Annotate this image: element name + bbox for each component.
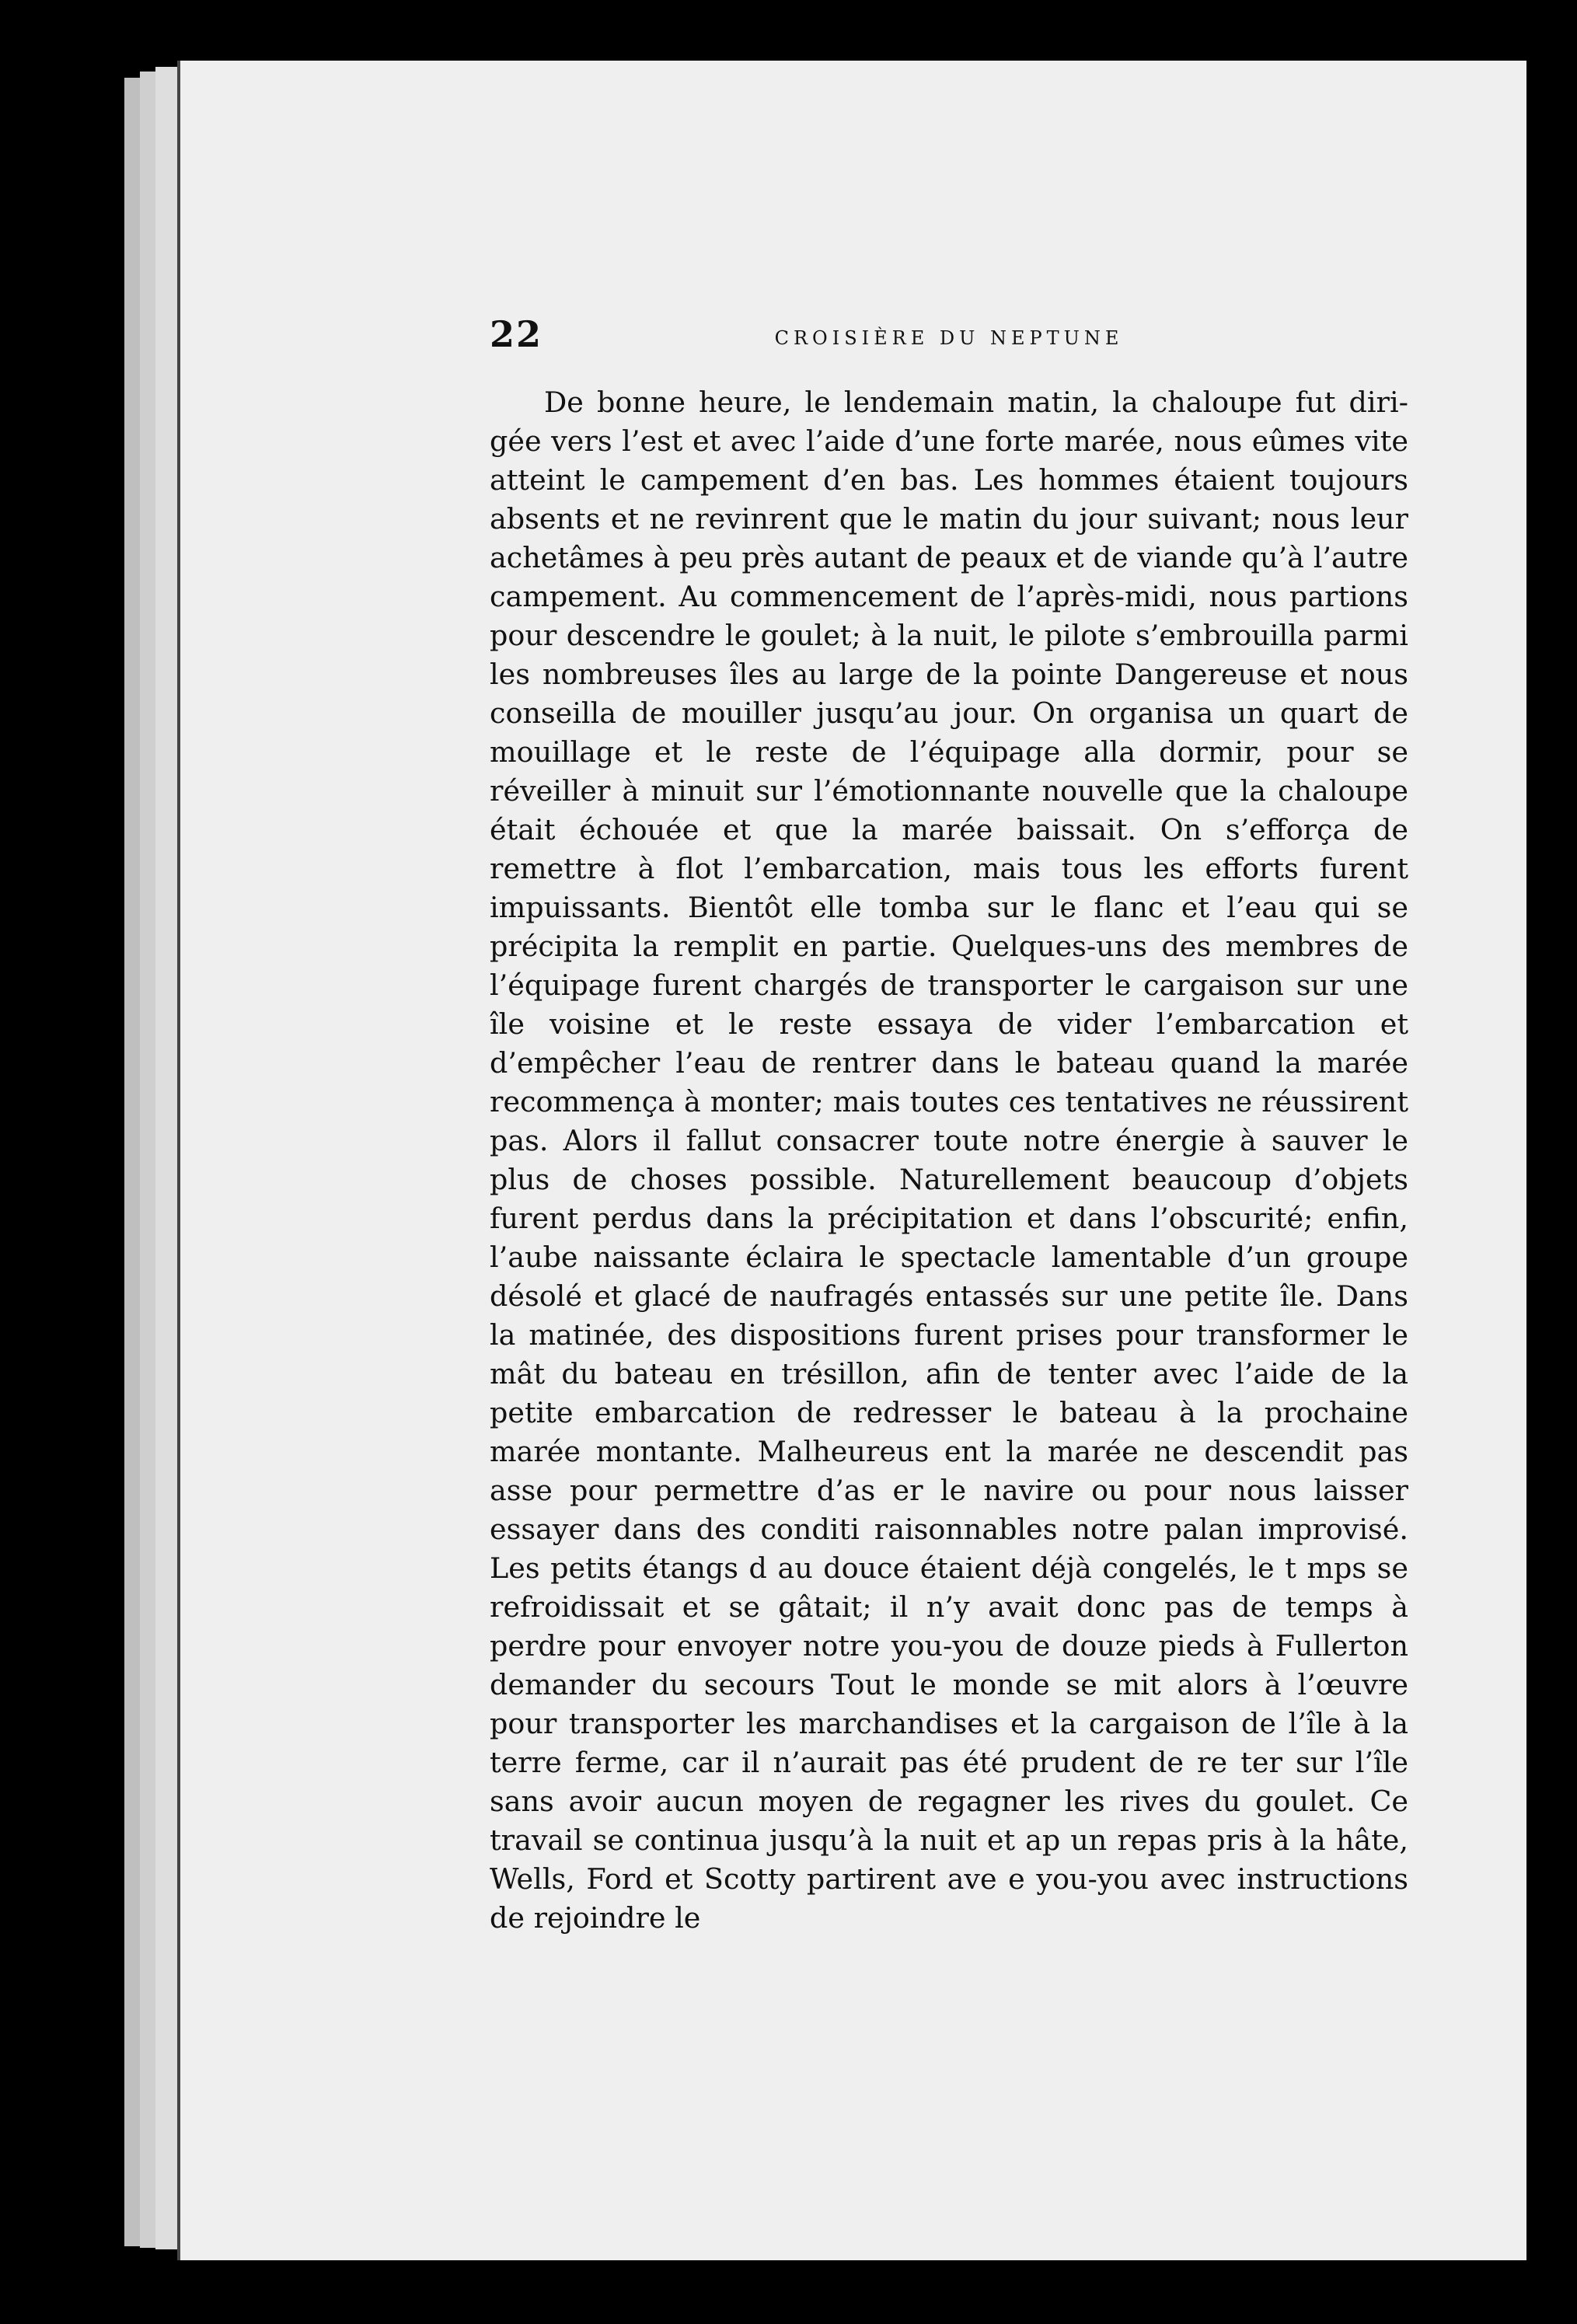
page-number: 22 [490, 313, 543, 355]
book-page [180, 61, 1526, 2260]
body-paragraph: De bonne heure, le lendemain matin, la chaloupe fut dirigée vers l’est et avec l’aide d’une forte marée, nous eûmes vite atteint le campement d’en bas. Les hommes étaient toujours absents et ne revinrent que le matin du jour suivant; nous leur achetâmes à peu près autant de peaux et de viande qu’à l’autre campement. Au commencement de l’après-midi, nous partions pour descendre le goulet; à la nuit, le pilote s’embrouilla parmi les nombreuses îles au large de la pointe Dangereuse et nous conseilla de mouiller jusqu’au jour. On organisa un quart de mouillage et le reste de l’équipage alla dormir, pour se réveiller à minuit sur l’émotionnante nouvelle que la chaloupe était échouée et que la marée baissait. On s’efforça de remettre à flot l’embarcation, mais tous les efforts furent impuissants. Bientôt elle tomba sur le flanc et l’eau qui se précipita la remplit en partie. Quelques-uns des membres de l’équipage furent chargés de transporter le cargaison sur une île voisine et le reste essaya de vider l’embarcation et d’empêcher l’eau de rentrer dans le bateau quand la marée recommença à monter; mais toutes ces tentatives ne réussirent pas. Alors il fallut consacrer toute notre énergie à sauver le plus de choses possible. Naturellement beaucoup d’objets furent perdus dans la précipitation et dans l’obscurité; enfin, l’aube naissante éclaira le spectacle lamentable d’un groupe désolé et glacé de naufragés entassés sur une petite île. Dans la matinée, des dispositions furent prises pour transformer le mât du bateau en trésillon, afin de tenter avec l’aide de la petite embarcation de redresser le bateau à la prochaine marée montante. Malheureus ent la marée ne descendit pas asse pour permettre d’as er le navire ou pour nous laisser essayer dans des conditi raisonnables notre palan improvisé. Les petits étangs d au douce étaient déjà congelés, le t mps se refroidissait et se gâtait; il n’y avait donc pas de temps à perdre pour envoyer notre you-you de douze pieds à Fullerton demander du secours Tout le monde se mit alors à l’œuvre pour transporter les marchandises et la cargaison de l’île à la terre ferme, car il n’aurait pas été prudent de re ter sur l’île sans avoir aucun moyen de regagner les rives du goulet. Ce travail se continua jusqu’à la nuit et ap un repas pris à la hâte, Wells, Ford et Scotty partirent ave e you-you avec instructions de rejoindre le [490, 386, 1408, 1935]
running-head [490, 313, 1408, 383]
running-title: CROISIÈRE DU NEPTUNE [774, 327, 1124, 349]
page-content [490, 313, 1408, 1938]
